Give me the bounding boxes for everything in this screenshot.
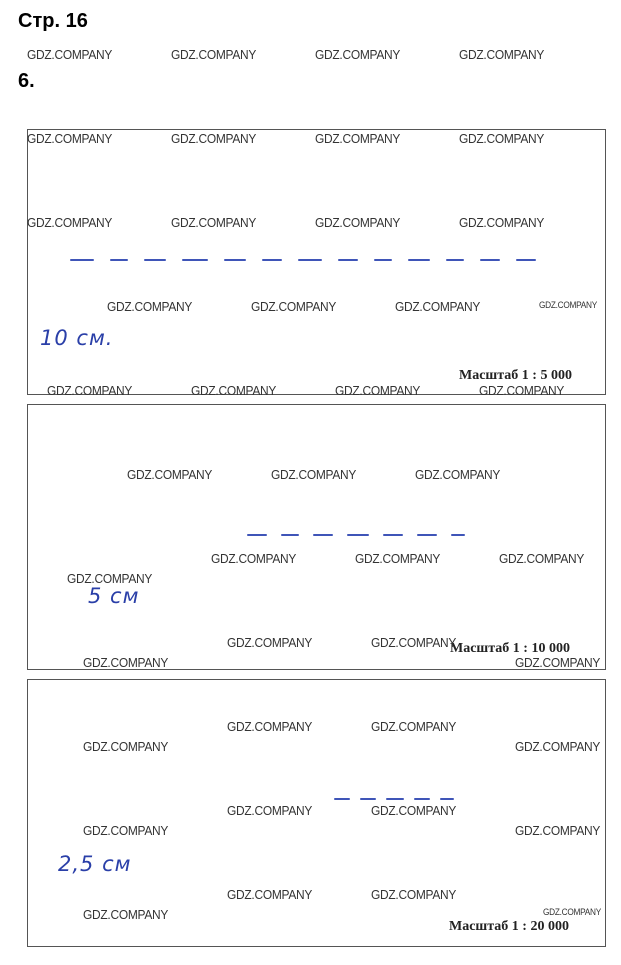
dashed-segment-3: [334, 798, 462, 800]
watermark: GDZ.COMPANY: [27, 215, 113, 230]
answer-3: 2,5 см: [58, 852, 132, 876]
answer-1: 10 см.: [40, 326, 114, 350]
watermark: GDZ.COMPANY: [515, 739, 601, 754]
watermark: GDZ.COMPANY: [47, 383, 133, 398]
watermark: GDZ.COMPANY: [227, 635, 313, 650]
dashed-segment-1: [70, 259, 555, 261]
watermark: GDZ.COMPANY: [171, 131, 257, 146]
watermark: GDZ.COMPANY: [67, 571, 153, 586]
watermark: GDZ.COMPANY: [171, 215, 257, 230]
watermark: GDZ.COMPANY: [171, 47, 257, 62]
watermark: GDZ.COMPANY: [227, 803, 313, 818]
watermark: GDZ.COMPANY: [27, 47, 113, 62]
watermark: GDZ.COMPANY: [459, 47, 545, 62]
watermark: GDZ.COMPANY: [515, 823, 601, 838]
watermark: GDZ.COMPANY: [107, 299, 193, 314]
map-panel-1: [27, 129, 606, 395]
watermark: GDZ.COMPANY: [459, 215, 545, 230]
answer-2: 5 см: [88, 584, 140, 608]
watermark: GDZ.COMPANY: [227, 719, 313, 734]
watermark: GDZ.COMPANY: [371, 803, 457, 818]
watermark: GDZ.COMPANY: [211, 551, 297, 566]
task-number: 6.: [18, 70, 35, 92]
scale-label-3: Масштаб 1 : 20 000: [449, 919, 569, 934]
watermark: GDZ.COMPANY: [227, 887, 313, 902]
watermark: GDZ.COMPANY: [395, 299, 481, 314]
watermark: GDZ.COMPANY: [371, 887, 457, 902]
watermark: GDZ.COMPANY: [83, 739, 169, 754]
watermark: GDZ.COMPANY: [479, 383, 565, 398]
watermark: GDZ.COMPANY: [515, 655, 601, 670]
watermark: GDZ.COMPANY: [335, 383, 421, 398]
dashed-segment-2: [247, 534, 497, 536]
watermark: GDZ.COMPANY: [371, 719, 457, 734]
watermark: GDZ.COMPANY: [27, 131, 113, 146]
scale-label-1: Масштаб 1 : 5 000: [459, 368, 572, 383]
watermark: GDZ.COMPANY: [459, 131, 545, 146]
watermark: GDZ.COMPANY: [315, 131, 401, 146]
watermark: GDZ.COMPANY: [271, 467, 357, 482]
scale-label-2: Масштаб 1 : 10 000: [450, 641, 570, 656]
watermark: GDZ.COMPANY: [83, 823, 169, 838]
watermark: GDZ.COMPANY: [315, 215, 401, 230]
page-title: Стр. 16: [18, 10, 88, 32]
watermark: GDZ.COMPANY: [499, 551, 585, 566]
watermark: GDZ.COMPANY: [83, 907, 169, 922]
watermark: GDZ.COMPANY: [543, 907, 602, 917]
watermark: GDZ.COMPANY: [83, 655, 169, 670]
map-panel-2: [27, 404, 606, 670]
watermark: GDZ.COMPANY: [127, 467, 213, 482]
watermark: GDZ.COMPANY: [371, 635, 457, 650]
watermark: GDZ.COMPANY: [539, 300, 598, 310]
watermark: GDZ.COMPANY: [315, 47, 401, 62]
watermark: GDZ.COMPANY: [251, 299, 337, 314]
watermark: GDZ.COMPANY: [355, 551, 441, 566]
watermark: GDZ.COMPANY: [191, 383, 277, 398]
watermark: GDZ.COMPANY: [415, 467, 501, 482]
